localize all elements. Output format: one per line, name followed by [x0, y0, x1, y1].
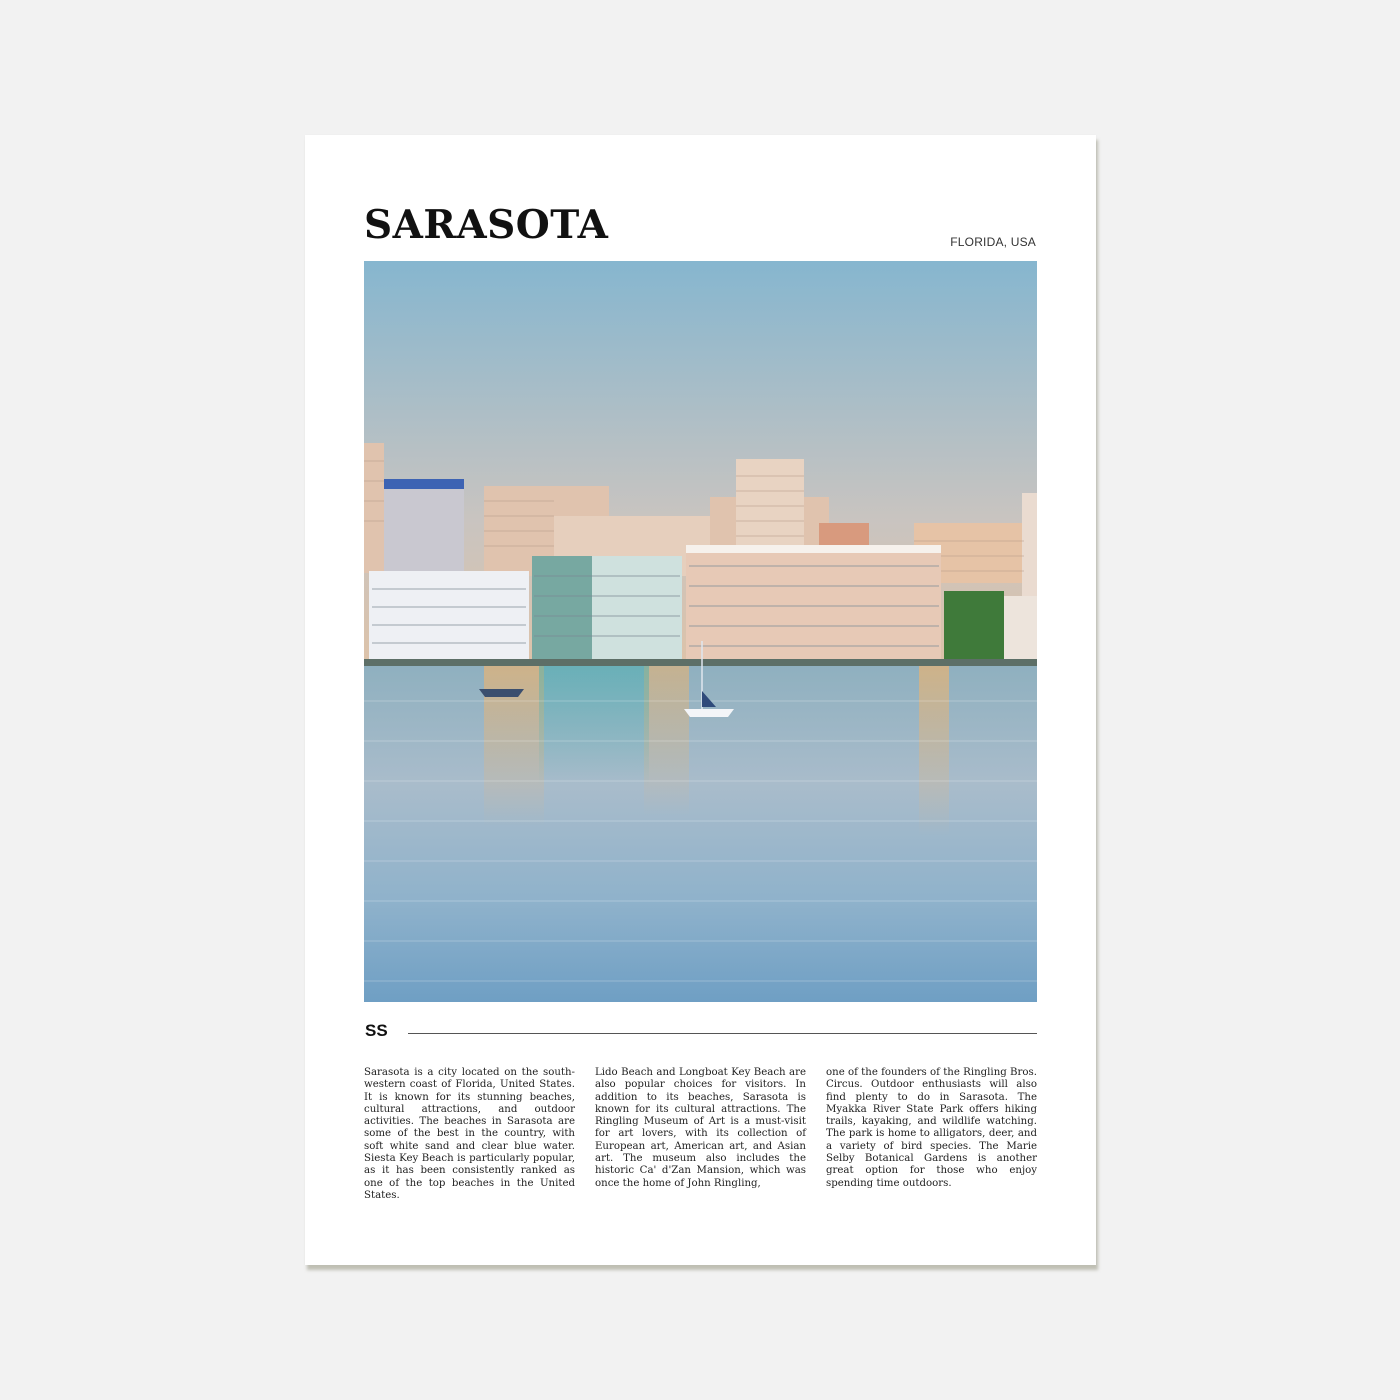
description-column-1: Sarasota is a city located on the south-western coast of Florida, United States. It is known for its stunning beaches, cultural attractions, and outdoor activities. The beaches in Sarasota are some of the best in the country, with soft white sand and clear blue water. Siesta Key Beach is particularly popular, as it has been consistently ranked as one of the top beaches in the United States.	[364, 1067, 575, 1201]
divider-line	[408, 1033, 1037, 1034]
skyline-photo	[364, 261, 1037, 1002]
poster-subtitle: FLORIDA, USA	[950, 235, 1036, 249]
description-column-3: one of the founders of the Ringling Bros. Circus. Outdoor enthusiasts will also find plenty to do in Sarasota. The Myakka River State Park offers hiking trails, kayaking, and wildlife watching. The park is home to alligators, deer, and a variety of bird species. The Marie Selby Botanical Gardens is another great option for those who enjoy spending time outdoors.	[826, 1067, 1037, 1189]
poster	[305, 135, 1096, 1265]
poster-title: SARASOTA	[364, 202, 609, 248]
poster-initials: SS	[365, 1021, 388, 1040]
description-column-2: Lido Beach and Longboat Key Beach are also popular choices for visitors. In addition to its beaches, Sarasota is known for its cultural attractions. The Ringling Museum of Art is a must-visit for art lovers, with its collection of European art, American art, and Asian art. The museum also includes the historic Ca' d'Zan Mansion, which was once the home of John Ringling,	[595, 1067, 806, 1189]
description-columns	[364, 1067, 1037, 1202]
